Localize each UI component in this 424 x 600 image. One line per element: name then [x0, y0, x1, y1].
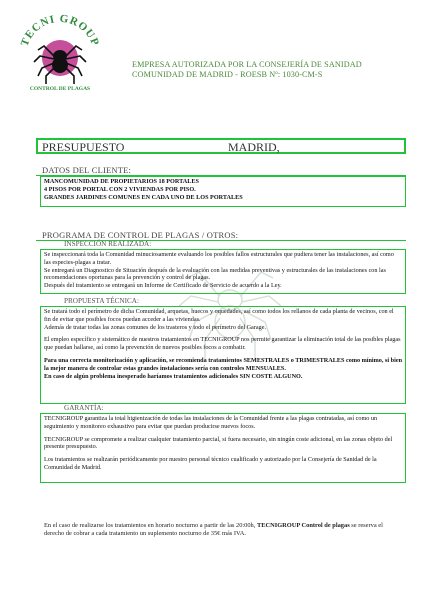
proposal-label: PROPUESTA TÉCNICA:: [64, 297, 139, 305]
proposal-paragraph-4: Para una correcta monitorización y aplicación, se recomienda tratamientos SEMESTRALES o TRIMESTRALES como mínimo, si bien la mejor manera de controlar estas grandes instalaciones sería con controles MENSUALES.: [44, 356, 403, 372]
footer-company-name: TECNIGROUP Control de plagas: [256, 522, 350, 529]
authority-line-1: EMPRESA AUTORIZADA POR LA CONSEJERÍA DE SANIDAD: [132, 60, 362, 69]
footer-text-pre: En el caso de realizarse los tratamientos en horario nocturno a partir de las 20:00h,: [44, 522, 257, 529]
program-section-label: PROGRAMA DE CONTROL DE PLAGAS / OTROS:: [42, 230, 239, 240]
client-line-3: GRANDES JARDINES COMUNES EN CADA UNO DE LOS PORTALES: [44, 193, 243, 201]
logo-tagline: CONTROL DE PLAGAS: [29, 86, 91, 92]
footer-text-post: se reserva el derecho de cobrar a cada tratamiento un suplemento nocturno de 35€ más IVA.: [44, 522, 383, 538]
guarantee-box: [40, 413, 406, 483]
proposal-paragraph-3: El empleo específico y sistemático de nuestros tratamientos en TECNIGROUP nos permite garantizar la eliminación total de las posibles plagas que puedan hallarse, así como la prevención de nuevos posibles focos a combatir.: [44, 336, 401, 352]
spider-logo-icon: [10, 6, 110, 94]
client-data-box: [40, 176, 406, 207]
authority-line-2: COMUNIDAD DE MADRID - ROESB Nº: 1030-CM-S: [132, 70, 323, 79]
logo-brand-text: TECNI GROUP: [18, 12, 102, 49]
proposal-box: [40, 306, 406, 404]
company-logo: [10, 6, 110, 94]
client-line-2: 4 PISOS POR PORTAL CON 2 VIVIENDAS POR PISO.: [44, 185, 196, 193]
client-section-label: DATOS DEL CLIENTE:: [42, 165, 132, 175]
inspection-line-2: Se entregará un Diagnostico de Situación después de la evaluación con las medidas preventivas y estructurales de las instalaciones con las recomendaciones oportunas para la prevención y control de plagas.: [44, 266, 386, 282]
inspection-line-1: Se inspeccionará toda la Comunidad minuciosamente evaluando los posibles fallos estructurales que pudiera tener las instalaciones, así como las especies-plagas a tratar.: [44, 251, 394, 266]
night-surcharge-note: [44, 522, 404, 539]
guarantee-paragraph-2: TECNIGROUP se compromete a realizar cualquier tratamiento parcial, si fuera necesario, sin ningún coste adicional, en las zonas objeto del presente presupuesto.: [44, 435, 393, 451]
guarantee-paragraph-1: TECNIGROUP garantiza la total higienización de todas las instalaciones de la Comunidad frente a las plagas contratadas, así como un seguimiento y monitoreo exhaustivo para evitar que puedan producirse nuevos focos.: [44, 415, 378, 430]
title-box: [36, 138, 406, 154]
proposal-paragraph-5: En caso de algún problema inesperado haríamos tratamientos adicionales SIN COSTE ALGUNO.: [44, 372, 303, 380]
authority-header: [132, 60, 402, 80]
title-presupuesto: PRESUPUESTO: [42, 140, 125, 154]
guarantee-label: GARANTÍA:: [64, 404, 104, 412]
title-madrid: MADRID,: [228, 140, 280, 154]
proposal-paragraph-2: Además de tratar todas las zonas comunes de los trasteros y todo el perímetro del Garage.: [44, 323, 266, 331]
proposal-paragraph-1: Se tratará todo el perímetro de dicha Comunidad, arquetas, huecos y oquedades, así como todos los rellanos de cada planta de vecinos, con el fin de evitar que posibles focos puedan acceder a las viviendas.: [44, 308, 394, 323]
guarantee-paragraph-3: Los tratamientos se realizarán periódicamente por nuestro personal técnico cualificado y autorizado por la Consejería de Sanidad de la Comunidad de Madrid.: [44, 456, 377, 471]
client-line-1: MANCOMUNIDAD DE PROPIETARIOS 18 PORTALES: [44, 178, 199, 185]
inspection-label: INSPECCIÓN REALIZADA:: [64, 240, 152, 248]
inspection-box: [40, 249, 406, 294]
inspection-line-3: Después del tratamiento se entregará un Informe de Certificado de Servicio de acuerdo a la Ley.: [44, 282, 282, 290]
